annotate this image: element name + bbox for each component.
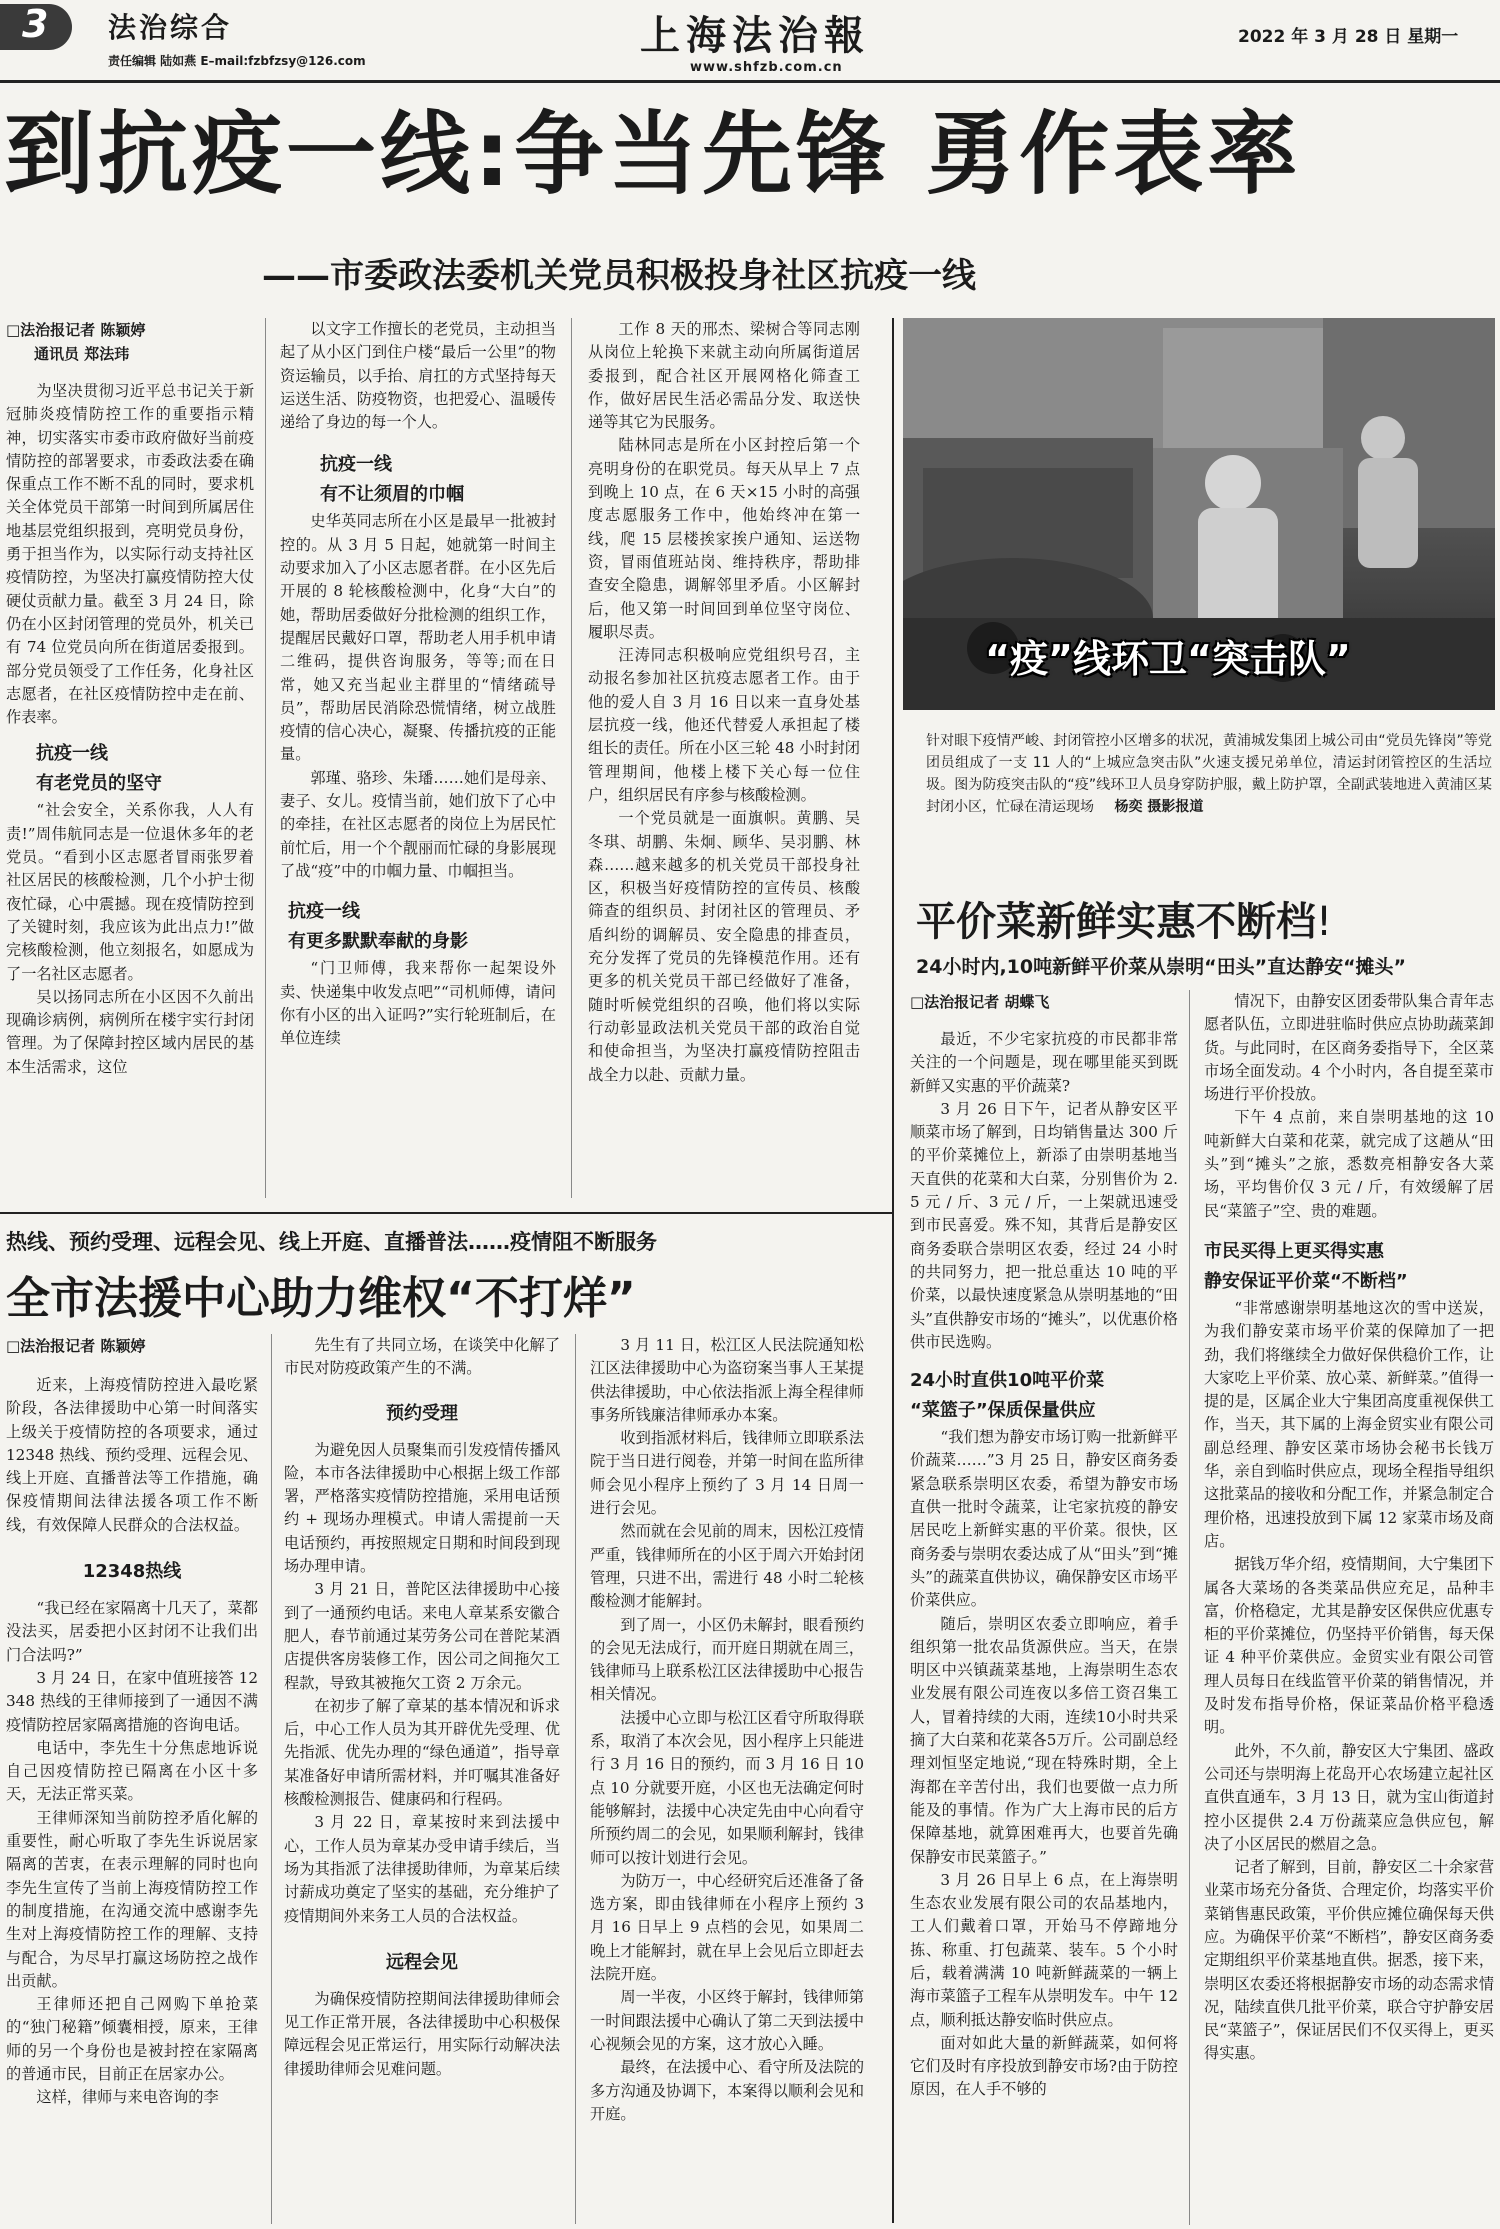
- article1-col3-text: [588, 318, 860, 1087]
- paragraph: 为确保疫情防控期间法律援助律师会见工作正常开展，各法律援助中心积极保障远程会见正常运行，用实际行动解决法律援助律师会见难问题。: [284, 1989, 560, 2078]
- paragraph: 面对如此大量的新鲜蔬菜，如何将它们及时有序投放到静安市场?由于防控原因，在人手不够的: [910, 2033, 1178, 2099]
- article1-byline: □法治报记者 陈颖婷: [6, 321, 146, 339]
- article2-colB-text: [1204, 990, 1494, 1223]
- column-divider: [575, 1334, 576, 2224]
- article1-section-heading: 抗疫一线: [288, 901, 360, 923]
- paragraph: 据钱万华介绍，疫情期间，大宁集团下属各大菜场的各类菜品供应充足，品种丰富，价格稳定，尤其是静安区保供应优惠专柜的平价菜摊位，仍坚持平价销售，每天保证 4 种平价菜供应。金贸实业有限公司管理人员每日在线监管平价菜的销售情况，并及时发布指导价格，保证菜品价格平稳透明。: [1204, 1555, 1494, 1737]
- article1-col2-text-3: [280, 957, 556, 1050]
- paragraph: 吴以扬同志所在小区因不久前出现确诊病例，病例所在楼宇实行封闭管理。为了保障封控区域内居民的基本生活需求，这位: [6, 987, 254, 1076]
- article1-section-subheading: 有老党员的坚守: [36, 773, 162, 795]
- article3-col3: [590, 1334, 864, 2126]
- date-line: 2022 年 3 月 28 日 星期一: [1238, 27, 1459, 47]
- paragraph: 以文字工作擅长的老党员，主动担当起了从小区门到住户楼“最后一公里”的物资运输员，以手抬、肩扛的方式坚持每天运送生活、防疫物资，也把爱心、温暖传递给了身边的每一个人。: [280, 320, 556, 432]
- paragraph: 在初步了解了章某的基本情况和诉求后，中心工作人员为其开辟优先受理、优先指派、优先办理的“绿色通道”，指导章某准备好申请所需材料，并叮嘱其准备好核酸检测报告、健康码和行程码。: [284, 1696, 560, 1809]
- paragraph: 工作 8 天的邢杰、梁树合等同志刚从岗位上轮换下来就主动向所属街道居委报到，配合社区开展网格化筛查工作，做好居民生活必需品分发、取送快递等其它为民服务。: [588, 320, 860, 432]
- article1-col3: [588, 318, 860, 1087]
- paragraph: 3 月 26 日下午，记者从静安区平顺菜市场了解到，日均销售量达 300 斤的平价菜摊位上，新添了由崇明基地当天直供的花菜和大白菜，分别售价为 2.5 元 / 斤、3 元 / 斤，一上架就迅速受到市民喜爱。殊不知，其背后是静安区商务委联合崇明区农委，经过 24 小时的共同努力，把一批总重达 10 吨的平价菜，以最快速度紧急从崇明基地的“田头”直供静安市场的“摊头”，以优惠价格供市民选购。: [910, 1099, 1178, 1351]
- photo-credit: 杨奕 摄影报道: [1114, 799, 1204, 815]
- paragraph: 最近，不少宅家抗疫的市民都非常关注的一个问题是，现在哪里能买到既新鲜又实惠的平价蔬菜?: [910, 1030, 1178, 1095]
- article1-col1-text: [6, 380, 254, 729]
- paragraph: “社会安全，关系你我，人人有责!”周伟航同志是一位退休多年的老党员。“看到小区志愿者冒雨张罗着社区居民的核酸检测，几个小护士彻夜忙碌，心中震撼。现在疫情防控到了关键时刻，我应该为此出点力!”做完核酸检测，他立刻报名，如愿成为了一名社区志愿者。: [6, 801, 254, 983]
- paragraph: 史华英同志所在小区是最早一批被封控的。从 3 月 5 日起，她就第一时间主动要求加入了小区志愿者群。在小区先后开展的 8 轮核酸检测中，化身“大白”的她，帮助居委做好分批检测的组织工作，提醒居民戴好口罩，帮助老人用手机申请二维码，提供咨询服务，等等;而在日常，她又充当起业主群里的“情绪疏导员”，帮助居民消除恐慌情绪，树立战胜疫情的信心决心，凝聚、传播抗疫的正能量。: [280, 512, 556, 764]
- article1-col2-text-2: [280, 510, 556, 883]
- photo-overlay-caption: “疫”线环卫“突击队”: [985, 637, 1351, 681]
- article2-headline-mark: !: [1316, 899, 1333, 945]
- section-divider: [0, 1212, 892, 1214]
- column-divider: [1189, 990, 1190, 2225]
- article3-headline: 全市法援中心助力维权“不打烊”: [6, 1273, 636, 1324]
- paragraph: 为防万一，中心经研究后还准备了备选方案，即由钱律师在小程序上预约 3 月 16 日早上 9 点档的会见，如果周二晚上才能解封，就在早上会见后立即赶去法院开庭。: [590, 1871, 864, 1984]
- column-divider: [265, 318, 266, 1198]
- paragraph: 记者了解到，目前，静安区二十余家营业菜市场充分备货、合理定价，均落实平价菜销售惠民政策，平价供应摊位确保每天供应。为确保平价菜“不断档”，静安区商务委定期组织平价菜基地直供。据悉，接下来，崇明区农委还将根据静安市场的动态需求情况，陆续直供几批平价菜，联合守护静安居民“菜篮子”，保证居民们不仅买得上，更买得实惠。: [1204, 1858, 1494, 2063]
- paragraph: 到了周一，小区仍未解封，眼看预约的会见无法成行，而开庭日期就在周三，钱律师马上联系松江区法律援助中心报告相关情况。: [590, 1615, 864, 1704]
- article3-section-heading: 预约受理: [386, 1402, 458, 1424]
- paragraph: 汪涛同志积极响应党组织号召，主动报名参加社区抗疫志愿者工作。由于他的爱人自 3 月 16 日以来一直身处基层抗疫一线，他还代替爱人承担起了楼组长的责任。所在小区三轮 48 小时封闭管理期间，他楼上楼下关心每一位住户，组织居民有序参与核酸检测。: [588, 646, 860, 804]
- paragraph: 郭瑾、骆珍、朱璠……她们是母亲、妻子、女儿。疫情当前，她们放下了心中的牵挂，在社区志愿者的岗位上为居民忙前忙后，用一个个靓丽而忙碌的身影展现了战“疫”中的巾帼力量、巾帼担当。: [280, 768, 556, 880]
- paragraph: 3 月 24 日，在家中值班接答 12348 热线的王律师接到了一通因不满疫情防控居家隔离措施的咨询电话。: [6, 1668, 258, 1734]
- article1-col2: [280, 318, 556, 1050]
- article2-headline-wrap: [916, 890, 1332, 947]
- article3-col2-text-3: [284, 1988, 560, 2081]
- paragraph: 法援中心立即与松江区看守所取得联系，取消了本次会见，因小程序上只能进行 3 月 16 日的预约，而 3 月 16 日 10 点 10 分就要开庭，小区也无法确定何时能够解封，法援中心决定先由中心向看守所预约周二的会见，如果顺利解封，钱律师可以按计划进行会见。: [590, 1708, 864, 1867]
- column-divider: [571, 318, 572, 1198]
- article3-kicker: 热线、预约受理、远程会见、线上开庭、直播普法……疫情阻不断服务: [6, 1230, 657, 1254]
- article3-byline: □法治报记者 陈颖婷: [6, 1337, 146, 1355]
- article2-byline: □法治报记者 胡蝶飞: [910, 993, 1050, 1011]
- paragraph: 近来，上海疫情防控进入最吃紧阶段，各法律援助中心第一时间落实上级关于疫情防控的各项要求，通过 12348 热线、预约受理、远程会见、线上开庭、直播普法等工作措施，确保疫情期间法律法援各项工作不断线，有效保障人民群众的合法权益。: [6, 1376, 258, 1534]
- article2-headline: 平价菜新鲜实惠不断档: [916, 899, 1316, 945]
- article3-col2-text: [284, 1334, 560, 1381]
- page-number: 3: [22, 2, 49, 46]
- photo-caption: [926, 730, 1492, 818]
- paragraph: 王律师还把自己网购下单抢菜的“独门秘籍”倾囊相授，原来，王律师的另一个身份也是被封控在家隔离的普通市民，目前正在居家办公。: [6, 1995, 258, 2084]
- website: www.shfzb.com.cn: [690, 60, 843, 75]
- paragraph: 3 月 26 日早上 6 点，在上海崇明生态农业发展有限公司的农品基地内，工人们戴着口罩，开始马不停蹄地分拣、称重、打包蔬菜、装车。5 个小时后，载着满满 10 吨新鲜蔬菜的一辆上海市菜篮子工程车从崇明发车。中午 12 点，顺利抵达静安临时供应点。: [910, 1870, 1178, 2029]
- masthead: 上海法治報: [640, 12, 870, 59]
- article2-section-heading: 24小时直供10吨平价菜: [910, 1370, 1105, 1392]
- article2-section-subheading: 静安保证平价菜“不断档”: [1204, 1270, 1408, 1292]
- article2-colA: [910, 990, 1178, 2102]
- article3-section-heading: 12348热线: [82, 1561, 182, 1583]
- article3-col1-text-2: [6, 1597, 258, 2110]
- paragraph: 3 月 21 日，普陀区法律援助中心接到了一通预约电话。来电人章某系安徽合肥人，春节前通过某劳务公司在普陀某酒店提供客房装修工作，因公司之间拖欠工程款，导致其被拖欠工资 2 万余元。: [284, 1580, 560, 1692]
- paragraph: 为坚决贯彻习近平总书记关于新冠肺炎疫情防控工作的重要指示精神，切实落实市委市政府做好当前疫情防控的部署要求，市委政法委在确保重点工作不断不乱的同时，要求机关全体党员干部第一时间到所属居住地基层党组织报到，亮明党员身份，勇于担当作为，以实际行动支持社区疫情防控，为坚决打赢疫情防控大仗硬仗贡献力量。截至 3 月 24 日，除仍在小区封闭管理的党员外，机关已有 74 位党员向所在街道居委报到。部分党员领受了工作任务，化身社区志愿者，在社区疫情防控中走在前、作表率。: [6, 382, 254, 727]
- article3-section-heading: 远程会见: [386, 1951, 458, 1973]
- article2-colA-text: [910, 1028, 1178, 1354]
- news-photo: [903, 318, 1495, 710]
- section-divider: [892, 318, 894, 2223]
- article1-subheadline: ——市委政法委机关党员积极投身社区抗疫一线: [262, 256, 976, 296]
- paragraph: 然而就在会见前的周末，因松江疫情严重，钱律师所在的小区于周六开始封闭管理，只进不出，需进行 48 小时二轮核酸检测才能解封。: [590, 1522, 864, 1611]
- paragraph: 为避免因人员聚集而引发疫情传播风险，本市各法律援助中心根据上级工作部署，严格落实疫情防控措施，采用电话预约 + 现场办理模式。申请人需提前一天电话预约，再按照规定日期和时间段到现场办理申请。: [284, 1440, 560, 1576]
- paragraph: 随后，崇明区农委立即响应，着手组织第一批农品货源供应。当天，在崇明区中兴镇蔬菜基地，上海崇明生态农业发展有限公司连夜以多倍工资召集工人，冒着持续的大雨，连续10小时共采摘了大白菜和花菜各5万斤。公司副总经理刘恒坚定地说,“现在特殊时期，全上海都在辛苦付出，我们也要做一点力所能及的事情。作为广大上海市民的后方保障基地，就算困难再大，也要首先确保静安市民菜篮子。”: [910, 1614, 1178, 1866]
- article3-col3-text: [590, 1334, 864, 2126]
- article2-subheadline: 24小时内,10吨新鲜平价菜从崇明“田头”直达静安“摊头”: [916, 956, 1407, 978]
- paragraph: 收到指派材料后，钱律师立即联系法院于当日进行阅卷，并第一时间在监所律师会见小程序上预约了 3 月 14 日周一进行会见。: [590, 1429, 864, 1518]
- article1-section-heading: 抗疫一线: [36, 743, 108, 765]
- paragraph: “我们想为静安市场订购一批新鲜平价蔬菜……”3 月 25 日，静安区商务委紧急联系崇明区农委，希望为静安市场直供一批时令蔬菜，让宅家抗疫的静安居民吃上新鲜实惠的平价菜。很快，区商务委与崇明农委达成了从“田头”到“摊头”的蔬菜直供协议，确保静安区市场平价菜供应。: [910, 1428, 1178, 1610]
- article2-section-subheading: “菜篮子”保质保量供应: [910, 1400, 1096, 1422]
- article2-section-heading: 市民买得上更买得实惠: [1204, 1240, 1384, 1262]
- article1-headline: 到抗疫一线:争当先锋 勇作表率: [4, 102, 1302, 207]
- article3-col2: [284, 1334, 560, 2081]
- paragraph: “我已经在家隔离十几天了，菜都没法买，居委把小区封闭不让我们出门合法吗?”: [6, 1599, 258, 1664]
- paragraph: 先生有了共同立场，在谈笑中化解了市民对防疫政策产生的不满。: [284, 1336, 560, 1378]
- editor-line: 责任编辑 陆如燕 E–mail:fzbfzsy@126.com: [108, 54, 366, 68]
- paragraph: 下午 4 点前，来自崇明基地的这 10 吨新鲜大白菜和花菜，就完成了这趟从“田头”到“摊头”之旅，悉数亮相静安各大菜场，平均售价仅 3 元 / 斤，有效缓解了居民“菜篮子”空、贵的难题。: [1204, 1108, 1494, 1220]
- article1-col1-text-2: [6, 799, 254, 1079]
- header-rule: [0, 80, 1500, 83]
- article2-colA-text-2: [910, 1426, 1178, 2102]
- article2-colB-text-2: [1204, 1297, 1494, 2066]
- article3-col1: [6, 1334, 258, 2110]
- paragraph: “门卫师傅，我来帮你一起架设外卖、快递集中收发点吧”“司机师傅，请问你有小区的出入证吗?”实行轮班制后，在单位连续: [280, 959, 556, 1048]
- article1-col2-text: [280, 318, 556, 434]
- paragraph: 王律师深知当前防控矛盾化解的重要性，耐心听取了李先生诉说居家隔离的苦衷，在表示理解的同时也向李先生宣传了当前上海疫情防控工作的制度措施，在沟通交流中感谢李先生对上海疫情防控工作的理解、支持与配合，为尽早打赢这场防控之战作出贡献。: [6, 1808, 258, 1990]
- paragraph: 陆林同志是所在小区封控后第一个亮明身份的在职党员。每天从早上 7 点到晚上 10 点，在 6 天×15 小时的高强度志愿服务工作中，他始终冲在第一线，爬 15 层楼挨家挨户通知、运送物资，冒雨值班站岗、维持秩序，帮助排查安全隐患，调解邻里矛盾。小区解封后，他又第一时间回到单位坚守岗位、履职尽责。: [588, 436, 860, 641]
- article1-section-subheading: 有不让须眉的巾帼: [320, 484, 464, 506]
- paragraph: 此外，不久前，静安区大宁集团、盛政公司还与崇明海上花岛开心农场建立起社区直供直通车，3 月 13 日，就为宝山街道封控小区提供 2.4 万份蔬菜应急供应包，解决了小区居民的燃眉之急。: [1204, 1741, 1494, 1853]
- column-divider: [271, 1334, 272, 2224]
- paragraph: 周一半夜，小区终于解封，钱律师第一时间跟法援中心确认了第二天到法援中心视频会见的方案，这才放心入睡。: [590, 1988, 864, 2053]
- photo-caption-text: 针对眼下疫情严峻、封闭管控小区增多的状况，黄浦城发集团上城公司由“党员先锋岗”等党团员组成了一支 11 人的“上城应急突击队”火速支援兄弟单位，清运封闭管控区的生活垃圾。图为防疫突击队的“疫”线环卫人员身穿防护服，戴上防护罩，全副武装地进入黄浦区某封闭小区，忙碌在清运现场: [926, 733, 1492, 815]
- paragraph: 最终，在法援中心、看守所及法院的多方沟通及协调下，本案得以顺利会见和开庭。: [590, 2058, 864, 2123]
- article2-colB: [1204, 990, 1494, 2066]
- section-title: 法治综合: [108, 11, 233, 44]
- paragraph: 情况下，由静安区团委带队集合青年志愿者队伍，立即进驻临时供应点协助蔬菜卸货。与此同时，在区商务委指导下，全区菜市场全面发动。4 个小时内，各自提至菜市场进行平价投放。: [1204, 992, 1494, 1104]
- paragraph: 3 月 11 日，松江区人民法院通知松江区法律援助中心为盗窃案当事人王某提供法律援助，中心依法指派上海全程律师事务所钱廉洁律师承办本案。: [590, 1336, 864, 1424]
- article1-section-subheading: 有更多默默奉献的身影: [288, 931, 468, 953]
- paragraph: 这样，律师与来电咨询的李: [36, 2088, 219, 2107]
- paragraph: “非常感谢崇明基地这次的雪中送炭，为我们静安菜市场平价菜的保障加了一把劲，我们将继续全力做好保供稳价工作，让大家吃上平价菜、放心菜、新鲜菜。”值得一提的是，区属企业大宁集团高度重视保供工作，当天，其下属的上海金贸实业有限公司副总经理、静安区菜市场协会秘书长钱万华，亲自到临时供应点，现场全程指导组织这批菜品的接收和分配工作，并紧急制定合理价格，迅速投放到下属 12 家菜市场及商店。: [1204, 1298, 1494, 1550]
- article1-col1: [6, 318, 254, 1079]
- article1-byline-2: 通讯员 郑法玮: [34, 345, 130, 363]
- paragraph: 一个党员就是一面旗帜。黄鹏、吴冬琪、胡鹏、朱炯、顾华、吴羽鹏、林森……越来越多的机关党员干部投身社区，积极当好疫情防控的宣传员、核酸筛查的组织员、封闭社区的管理员、矛盾纠纷的调解员、安全隐患的排查员，充分发挥了党员的先锋模范作用。还有更多的机关党员干部已经做好了准备，随时听候党组织的召唤，他们将以实际行动彰显政法机关党员干部的政治自觉和使命担当，为坚决打赢疫情防控阻击战全力以赴、贡献力量。: [588, 809, 860, 1084]
- paragraph: 3 月 22 日，章某按时来到法援中心，工作人员为章某办受申请手续后，当场为其指派了法律援助律师，为章某后续讨薪成功奠定了坚实的基础，充分维护了疫情期间外来务工人员的合法权益。: [284, 1813, 560, 1925]
- paragraph: 电话中，李先生十分焦虑地诉说自己因疫情防控已隔离在小区十多天，无法正常买菜。: [6, 1738, 258, 1804]
- article3-col2-text-2: [284, 1439, 560, 1928]
- article1-section-heading: 抗疫一线: [320, 454, 392, 476]
- article3-col1-text: [6, 1374, 258, 1537]
